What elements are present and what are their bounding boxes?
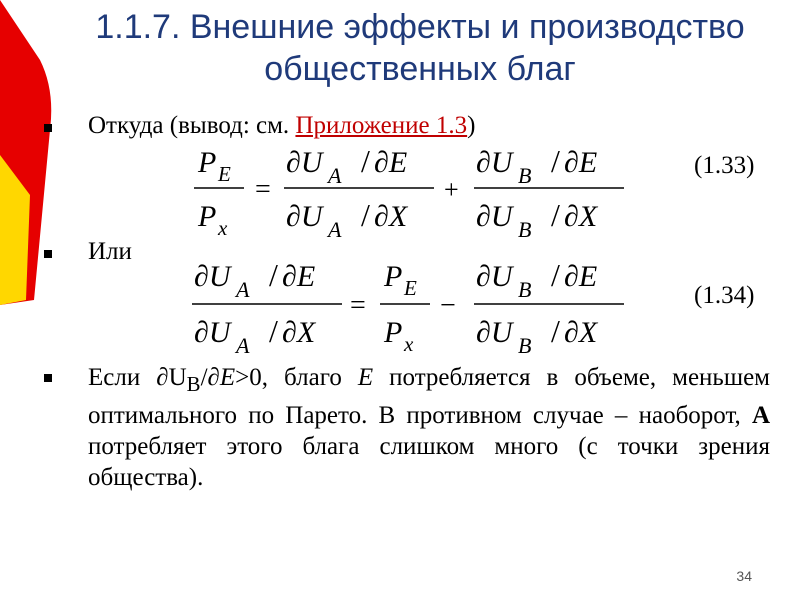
b3-part5: потребляет этого блага слишком много (с точки зрения общества). (88, 433, 770, 491)
math-sub-b: B (518, 277, 532, 302)
math-sub-b: B (518, 333, 532, 358)
math-du: ∂U (476, 316, 513, 349)
math-p: P (384, 260, 403, 293)
math-du: ∂U (476, 200, 513, 233)
equation-1-33 (188, 138, 640, 243)
math-du: ∂U (194, 260, 231, 293)
math-de: ∂E (564, 260, 598, 293)
math-dx: ∂X (564, 200, 598, 233)
bullet-marker (44, 374, 52, 382)
minus-sign: − (440, 290, 456, 321)
appendix-link[interactable]: Приложение 1.3 (295, 112, 468, 139)
math-sub-a: A (236, 333, 250, 358)
title-line-1: 1.1.7. Внешние эффекты и производство (95, 8, 745, 46)
math-sub-a: A (328, 217, 342, 242)
math-dx: ∂X (564, 316, 598, 349)
bullet-text-2: Или (88, 238, 132, 265)
equation-number-1-33: (1.33) (694, 152, 755, 179)
math-du: ∂U (286, 200, 323, 233)
math-slash: / (361, 143, 370, 179)
math-dx: ∂X (282, 316, 316, 349)
b3-part2: /∂ (200, 364, 220, 391)
math-sub-a: A (328, 163, 342, 188)
math-sub-x: x (218, 216, 228, 240)
bullet-text-3 (88, 362, 770, 493)
math-dx: ∂X (374, 200, 408, 233)
math-p: P (384, 316, 403, 349)
b3-e-italic-2: E (357, 364, 374, 391)
b3-part3: >0, благо (235, 364, 358, 391)
math-du: ∂U (286, 146, 323, 179)
slide-title (40, 6, 800, 90)
decorative-shapes (0, 0, 80, 600)
math-slash: / (551, 197, 560, 233)
math-p: P (198, 146, 217, 179)
bullet-marker (44, 124, 52, 132)
plus-sign: + (444, 175, 459, 204)
math-du: ∂U (194, 316, 231, 349)
b3-part4: потребляется в объеме, меньшем оптимального по Парето. В противном случае – наоборот, (88, 364, 771, 429)
math-sub-e: E (218, 162, 231, 186)
math-p: P (198, 200, 217, 233)
math-sub-a: A (236, 277, 250, 302)
bullet-text-1 (88, 112, 475, 140)
slide-number: 34 (736, 568, 752, 584)
math-du: ∂U (476, 146, 513, 179)
math-slash: / (551, 257, 560, 293)
math-de: ∂E (564, 146, 598, 179)
bullet1-prefix: Откуда (вывод: см. (88, 112, 296, 139)
title-line-2: общественных благ (264, 50, 576, 88)
math-de: ∂E (282, 260, 316, 293)
equation-1-34 (188, 252, 640, 360)
b3-e-italic: E (219, 364, 236, 391)
math-sub-b: B (518, 163, 532, 188)
b3-a-bold: А (751, 402, 770, 429)
math-de: ∂E (374, 146, 408, 179)
math-slash: / (361, 197, 370, 233)
math-sub-b: B (518, 217, 532, 242)
math-slash: / (269, 313, 278, 349)
bullet-marker (44, 250, 52, 258)
math-slash: / (551, 143, 560, 179)
math-slash: / (551, 313, 560, 349)
equals-sign: = (350, 290, 366, 321)
equation-number-1-34: (1.34) (694, 282, 755, 309)
math-sub-e: E (404, 276, 417, 300)
bullet1-suffix: ) (467, 112, 476, 139)
math-sub-x: x (404, 332, 414, 356)
b3-sub-b: B (186, 372, 201, 396)
math-slash: / (269, 257, 278, 293)
equals-sign: = (255, 174, 271, 205)
math-du: ∂U (476, 260, 513, 293)
b3-part1: Если ∂U (88, 364, 187, 391)
